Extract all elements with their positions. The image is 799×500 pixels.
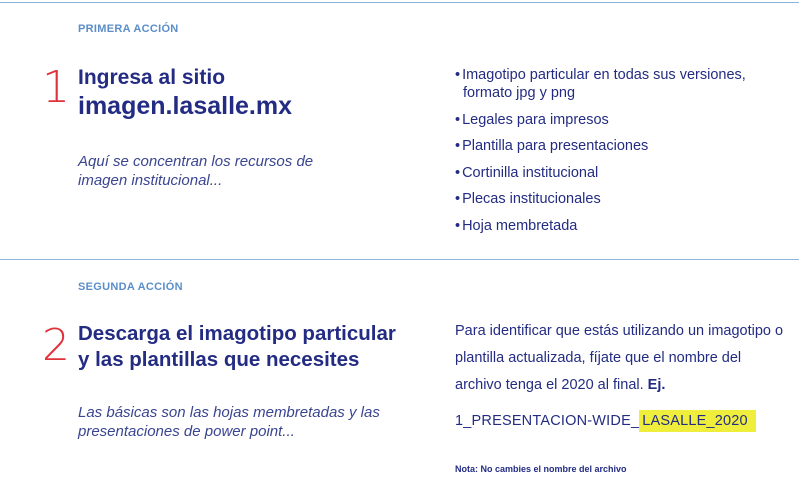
middle-divider bbox=[0, 259, 799, 260]
step-1-title bbox=[78, 64, 292, 121]
section-2-label: SEGUNDA ACCIÓN bbox=[78, 281, 183, 293]
list-item: • Legales para impresos bbox=[455, 111, 609, 128]
step-2-title-line2: y las plantillas que necesites bbox=[78, 348, 360, 371]
step-1-subtitle bbox=[78, 152, 313, 190]
list-item: • Plantilla para presentaciones bbox=[455, 138, 649, 154]
step-1-subtitle-line1: Aquí se concentran los recursos de bbox=[78, 153, 314, 170]
step-2-number: 2 bbox=[42, 320, 70, 371]
example-filename bbox=[455, 411, 756, 431]
filename-prefix: 1_PRESENTACION-WIDE_ bbox=[455, 413, 640, 429]
list-item: • Hoja membretada bbox=[455, 217, 578, 234]
identification-paragraph bbox=[455, 318, 785, 399]
step-2-subtitle-line1: Las básicas son las hojas membretadas y las bbox=[78, 404, 380, 421]
step-1-title-line1: Ingresa al sitio bbox=[78, 66, 226, 89]
top-divider bbox=[0, 2, 799, 3]
filename-highlight: LASALLE_2020 bbox=[639, 410, 756, 432]
list-item: • Imagotipo particular en todas sus versiones, formato jpg y png bbox=[455, 67, 746, 101]
step-1-number: 1 bbox=[42, 62, 70, 113]
step-1-subtitle-line2: imagen institucional... bbox=[78, 172, 223, 189]
step-2-subtitle-line2: presentaciones de power point... bbox=[78, 423, 295, 440]
step-2-title bbox=[78, 321, 396, 373]
filename-note: Nota: No cambies el nombre del archivo bbox=[455, 464, 627, 474]
step-1-title-line2: imagen.lasalle.mx bbox=[78, 92, 293, 120]
paragraph-text: Para identificar que estás utilizando un imagotipo o plantilla actualizada, fíjate que el nombre del archivo tenga el 2020 al final. bbox=[455, 323, 784, 393]
step-2-title-line1: Descarga el imagotipo particular bbox=[78, 322, 396, 345]
resources-list bbox=[455, 66, 785, 243]
list-item: • Plecas institucionales bbox=[455, 191, 601, 207]
step-2-subtitle bbox=[78, 403, 380, 441]
section-1-label: PRIMERA ACCIÓN bbox=[78, 23, 179, 35]
list-item: • Cortinilla institucional bbox=[455, 164, 599, 181]
example-label: Ej. bbox=[647, 377, 666, 393]
